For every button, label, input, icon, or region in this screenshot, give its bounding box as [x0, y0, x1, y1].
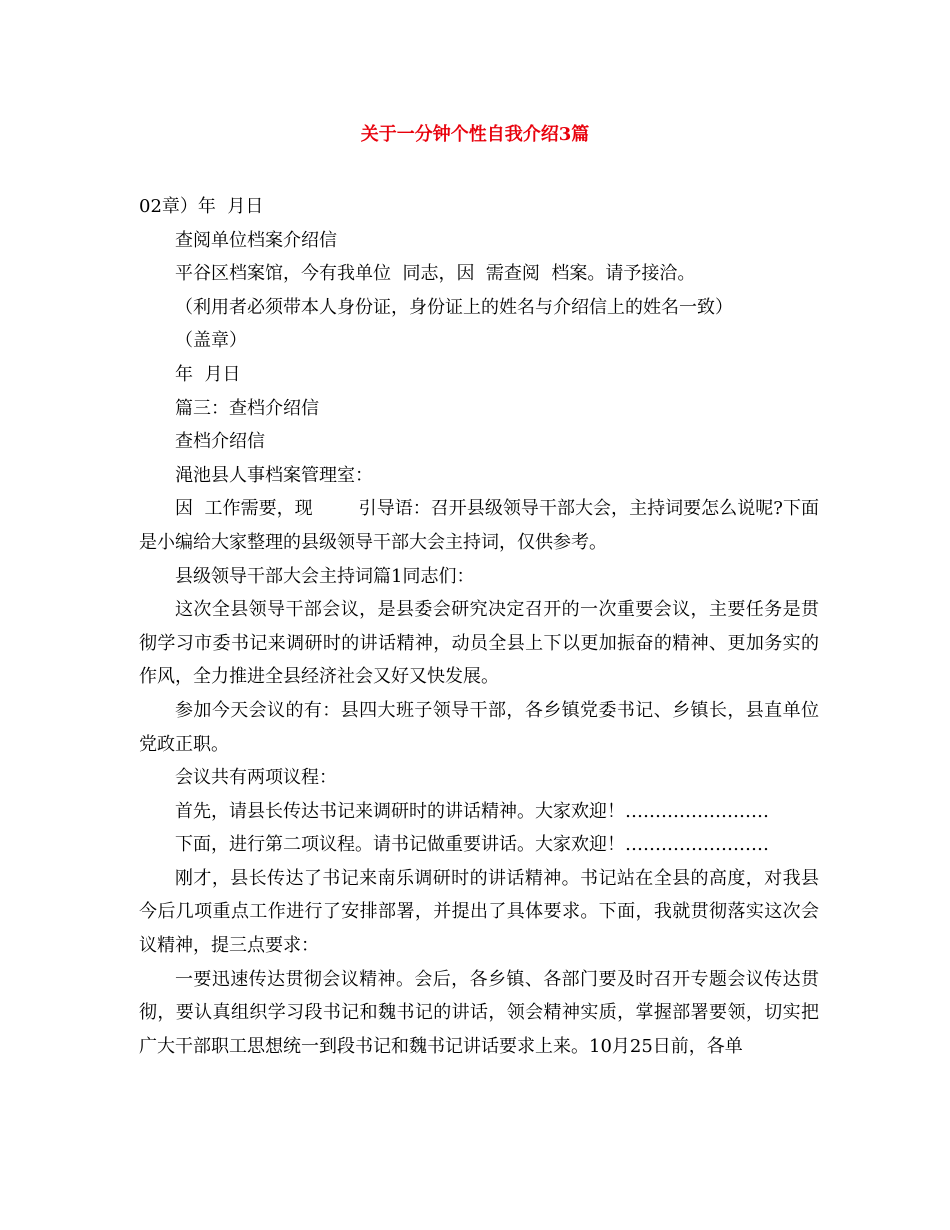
- paragraph: 县级领导干部大会主持词篇1同志们：: [175, 565, 475, 587]
- paragraph: （盖章）: [175, 330, 247, 352]
- paragraph: 一要迅速传达贯彻会议精神。会后，各乡镇、各部门要及时召开专题会议传达贯彻，要认真组织学习段书记和魏书记的讲话，领会精神实质，掌握部署要领，切实把广大干部职工思想统一到段书记和魏书记讲话要求上来。10月25日前，各单: [139, 968, 819, 1057]
- paragraph: 首先，请县长传达书记来调研时的讲话精神。大家欢迎！……………………: [175, 800, 769, 822]
- document-title: 关于一分钟个性自我介绍3篇: [360, 124, 590, 145]
- paragraph: 参加今天会议的有：县四大班子领导干部，各乡镇党委书记、乡镇长，县直单位党政正职。: [139, 699, 819, 755]
- document-body: [139, 190, 819, 1063]
- paragraph: 渑池县人事档案管理室：: [175, 464, 373, 486]
- paragraph: 平谷区档案馆，今有我单位 同志，因 需查阅 档案。请予接洽。: [175, 263, 696, 285]
- paragraph: 会议共有两项议程：: [175, 767, 337, 789]
- paragraph: 因 工作需要，现 引导语：召开县级领导干部大会，主持词要怎么说呢?下面是小编给大家整理的县级领导干部大会主持词，仅供参考。: [139, 498, 819, 553]
- paragraph: 年 月日: [175, 363, 241, 385]
- paragraph: 篇三：查档介绍信: [175, 397, 319, 419]
- paragraph: 下面，进行第二项议程。请书记做重要讲话。大家欢迎！……………………: [175, 834, 769, 856]
- paragraph: 查档介绍信: [175, 431, 265, 453]
- paragraph: （利用者必须带本人身份证，身份证上的姓名与介绍信上的姓名一致）: [175, 296, 733, 318]
- paragraph: 刚才，县长传达了书记来南乐调研时的讲话精神。书记站在全县的高度，对我县今后几项重点工作进行了安排部署，并提出了具体要求。下面，我就贯彻落实这次会议精神，提三点要求：: [139, 867, 819, 957]
- paragraph: 查阅单位档案介绍信: [175, 229, 337, 251]
- paragraph: 这次全县领导干部会议，是县委会研究决定召开的一次重要会议，主要任务是贯彻学习市委书记来调研时的讲话精神，动员全县上下以更加振奋的精神、更加务实的作风，全力推进全县经济社会又好又快发展。: [139, 599, 819, 688]
- paragraph: 02章）年 月日: [139, 196, 264, 217]
